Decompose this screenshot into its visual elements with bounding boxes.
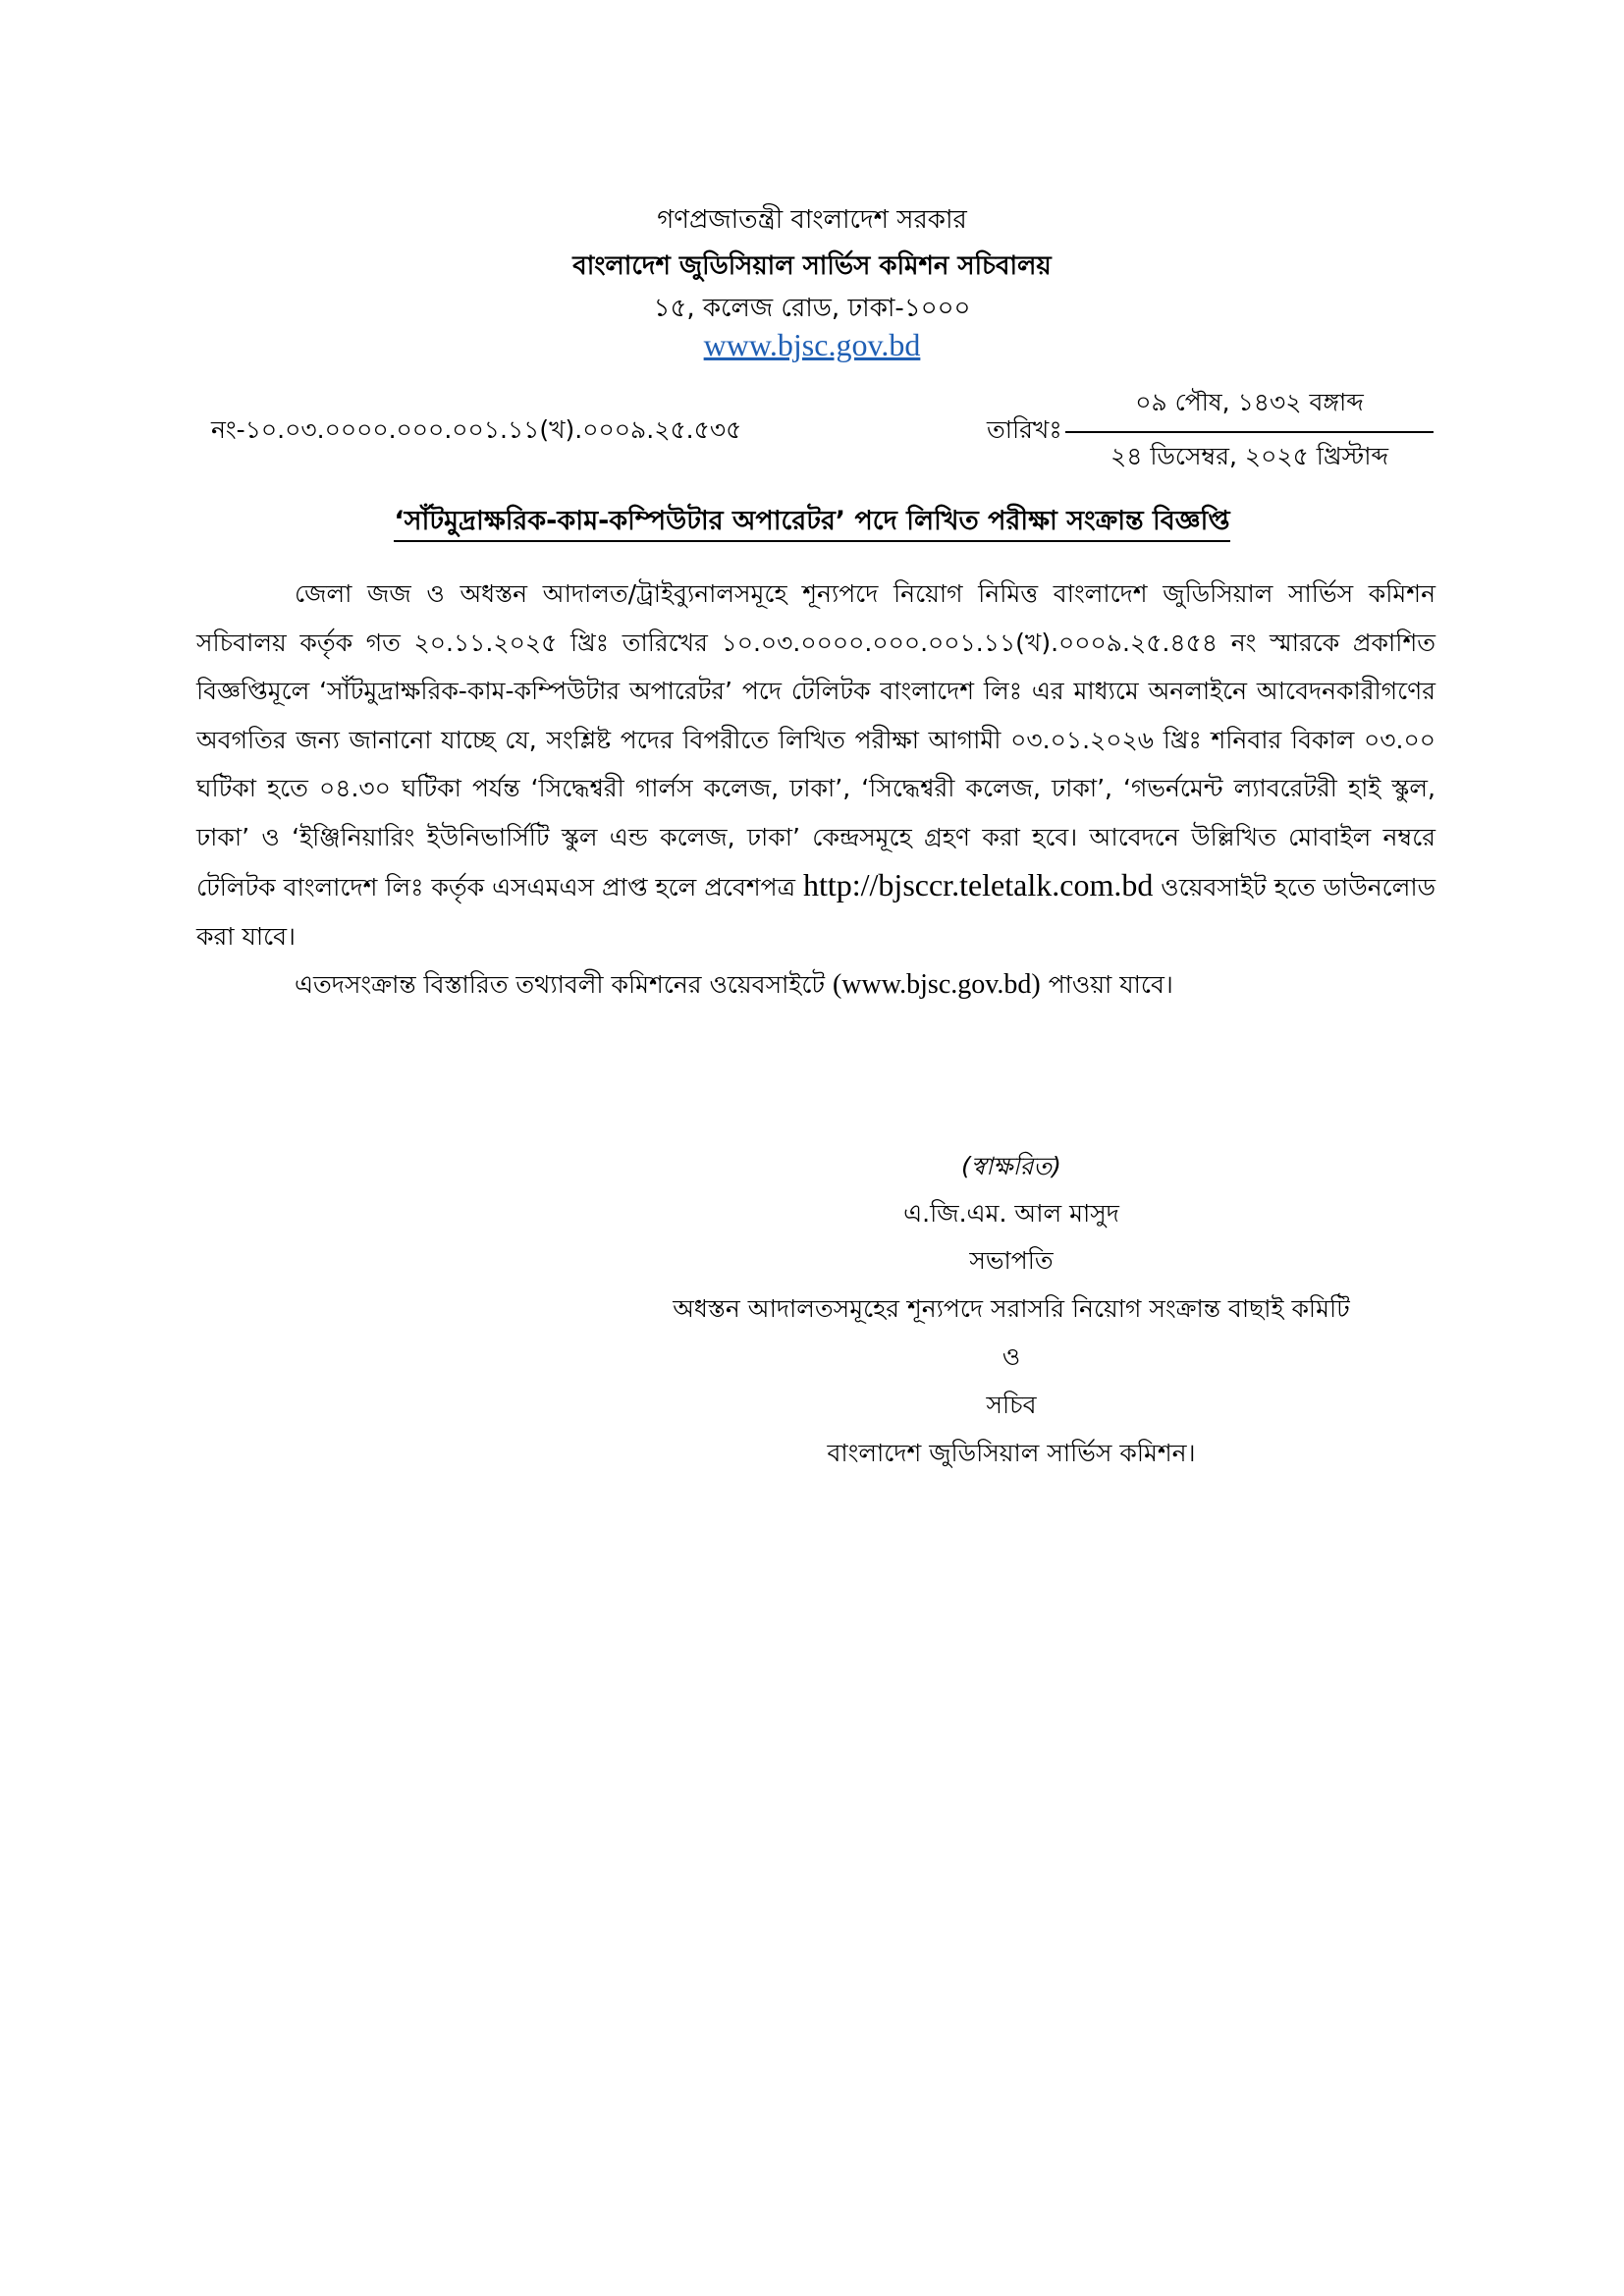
paragraph-1-tail: ওয়েবসাইট হতে ডাউনলোড করা যাবে। <box>196 873 1436 951</box>
notice-title-text: ‘সাঁটমুদ্রাক্ষরিক-কাম-কম্পিউটার অপারেটর’ পদে লিখিত পরীক্ষা সংক্রান্ত বিজ্ঞপ্তি <box>394 506 1229 542</box>
committee-name: অধস্তন আদালতসমূহের শূন্যপদে সরাসরি নিয়োগ সংক্রান্ত বাছাই কমিটি <box>673 1294 1350 1323</box>
signed-note: (স্বাক্ষরিত) <box>961 1152 1061 1180</box>
paragraph-2-text: এতদসংক্রান্ত বিস্তারিত তথ্যাবলী কমিশনের ওয়েবসাইটে <box>295 970 826 999</box>
conjunction: ও <box>1001 1342 1021 1371</box>
memo-number: নং-১০.০৩.০০০০.০০০.০০১.১১(খ).০০০৯.২৫.৫৩৫ <box>211 415 742 444</box>
paragraph-1 <box>196 570 1435 960</box>
paragraph-2 <box>196 960 1435 1010</box>
date-bangla: ০৯ পৌষ, ১৪৩২ বঙ্গাব্দ <box>1065 383 1434 433</box>
paragraph-1-text: জেলা জজ ও অধস্তন আদালত/ট্রাইব্যুনালসমূহে শূন্যপদে নিয়োগ নিমিত্ত বাংলাদেশ জুডিসিয়াল সার্ভিস কমিশন সচিবালয় কর্তৃক গত ২০.১১.২০২৫ খ্রিঃ তারিখের ১০.০৩.০০০০.০০০.০০১.১১(খ).০০০৯.২৫.৪৫৪ নং স্মারকে প্রকাশিত বিজ্ঞপ্তিমূলে ‘সাঁটমুদ্রাক্ষরিক-কাম-কম্পিউটার অপারেটর’ পদে টেলিটক বাংলাদেশ লিঃ এর মাধ্যমে অনলাইনে আবেদনকারীগণের অবগতির জন্য জানানো যাচ্ছে যে, সংশ্লিষ্ট পদের বিপরীতে লিখিত পরীক্ষা আগামী ০৩.০১.২০২৬ খ্রিঃ শনিবার বিকাল ০৩.০০ ঘটিকা হতে ০৪.৩০ ঘটিকা পর্যন্ত ‘সিদ্ধেশ্বরী গার্লস কলেজ, ঢাকা’, ‘সিদ্ধেশ্বরী কলেজ, ঢাকা’, ‘গভর্নমেন্ট ল্যাবরেটরী হাই স্কুল, ঢাকা’ ও ‘ইঞ্জিনিয়ারিং ইউনিভার্সিটি স্কুল এন্ড কলেজ, ঢাকা’ কেন্দ্রসমূহে গ্রহণ করা হবে। আবেদনে উল্লিখিত মোবাইল নম্বরে টেলিটক বাংলাদেশ লিঃ কর্তৃক এসএমএস প্রাপ্ত হলে প্রবেশপত্র <box>196 579 1435 902</box>
office-address: ১৫, কলেজ রোড, ঢাকা-১০০০ <box>653 294 971 323</box>
bjsc-link[interactable]: (www.bjsc.gov.bd) <box>832 969 1041 1000</box>
date-block <box>1065 383 1434 479</box>
notice-title <box>0 501 1624 545</box>
government-heading: গণপ্রজাতন্ত্রী বাংলাদেশ সরকার <box>657 205 967 235</box>
office-heading: বাংলাদেশ জুডিসিয়াল সার্ভিস কমিশন সচিবালয় <box>572 251 1052 281</box>
organization-name: বাংলাদেশ জুডিসিয়াল সার্ভিস কমিশন। <box>827 1439 1196 1467</box>
date-label: তারিখঃ <box>987 415 1062 444</box>
signatory-name: এ.জি.এম. আল মাসুদ <box>903 1199 1119 1228</box>
website-link[interactable]: www.bjsc.gov.bd <box>703 327 921 362</box>
signatory-role-secretary: সচিব <box>986 1391 1037 1419</box>
notice-body <box>196 570 1435 1010</box>
signatory-role-chairman: সভাপতি <box>969 1246 1054 1275</box>
teletalk-link[interactable]: http://bjsccr.teletalk.com.bd <box>802 867 1154 902</box>
paragraph-2-tail: পাওয়া যাবে। <box>1048 970 1173 999</box>
date-gregorian: ২৪ ডিসেম্বর, ২০২৫ খ্রিস্টাব্দ <box>1110 442 1389 470</box>
